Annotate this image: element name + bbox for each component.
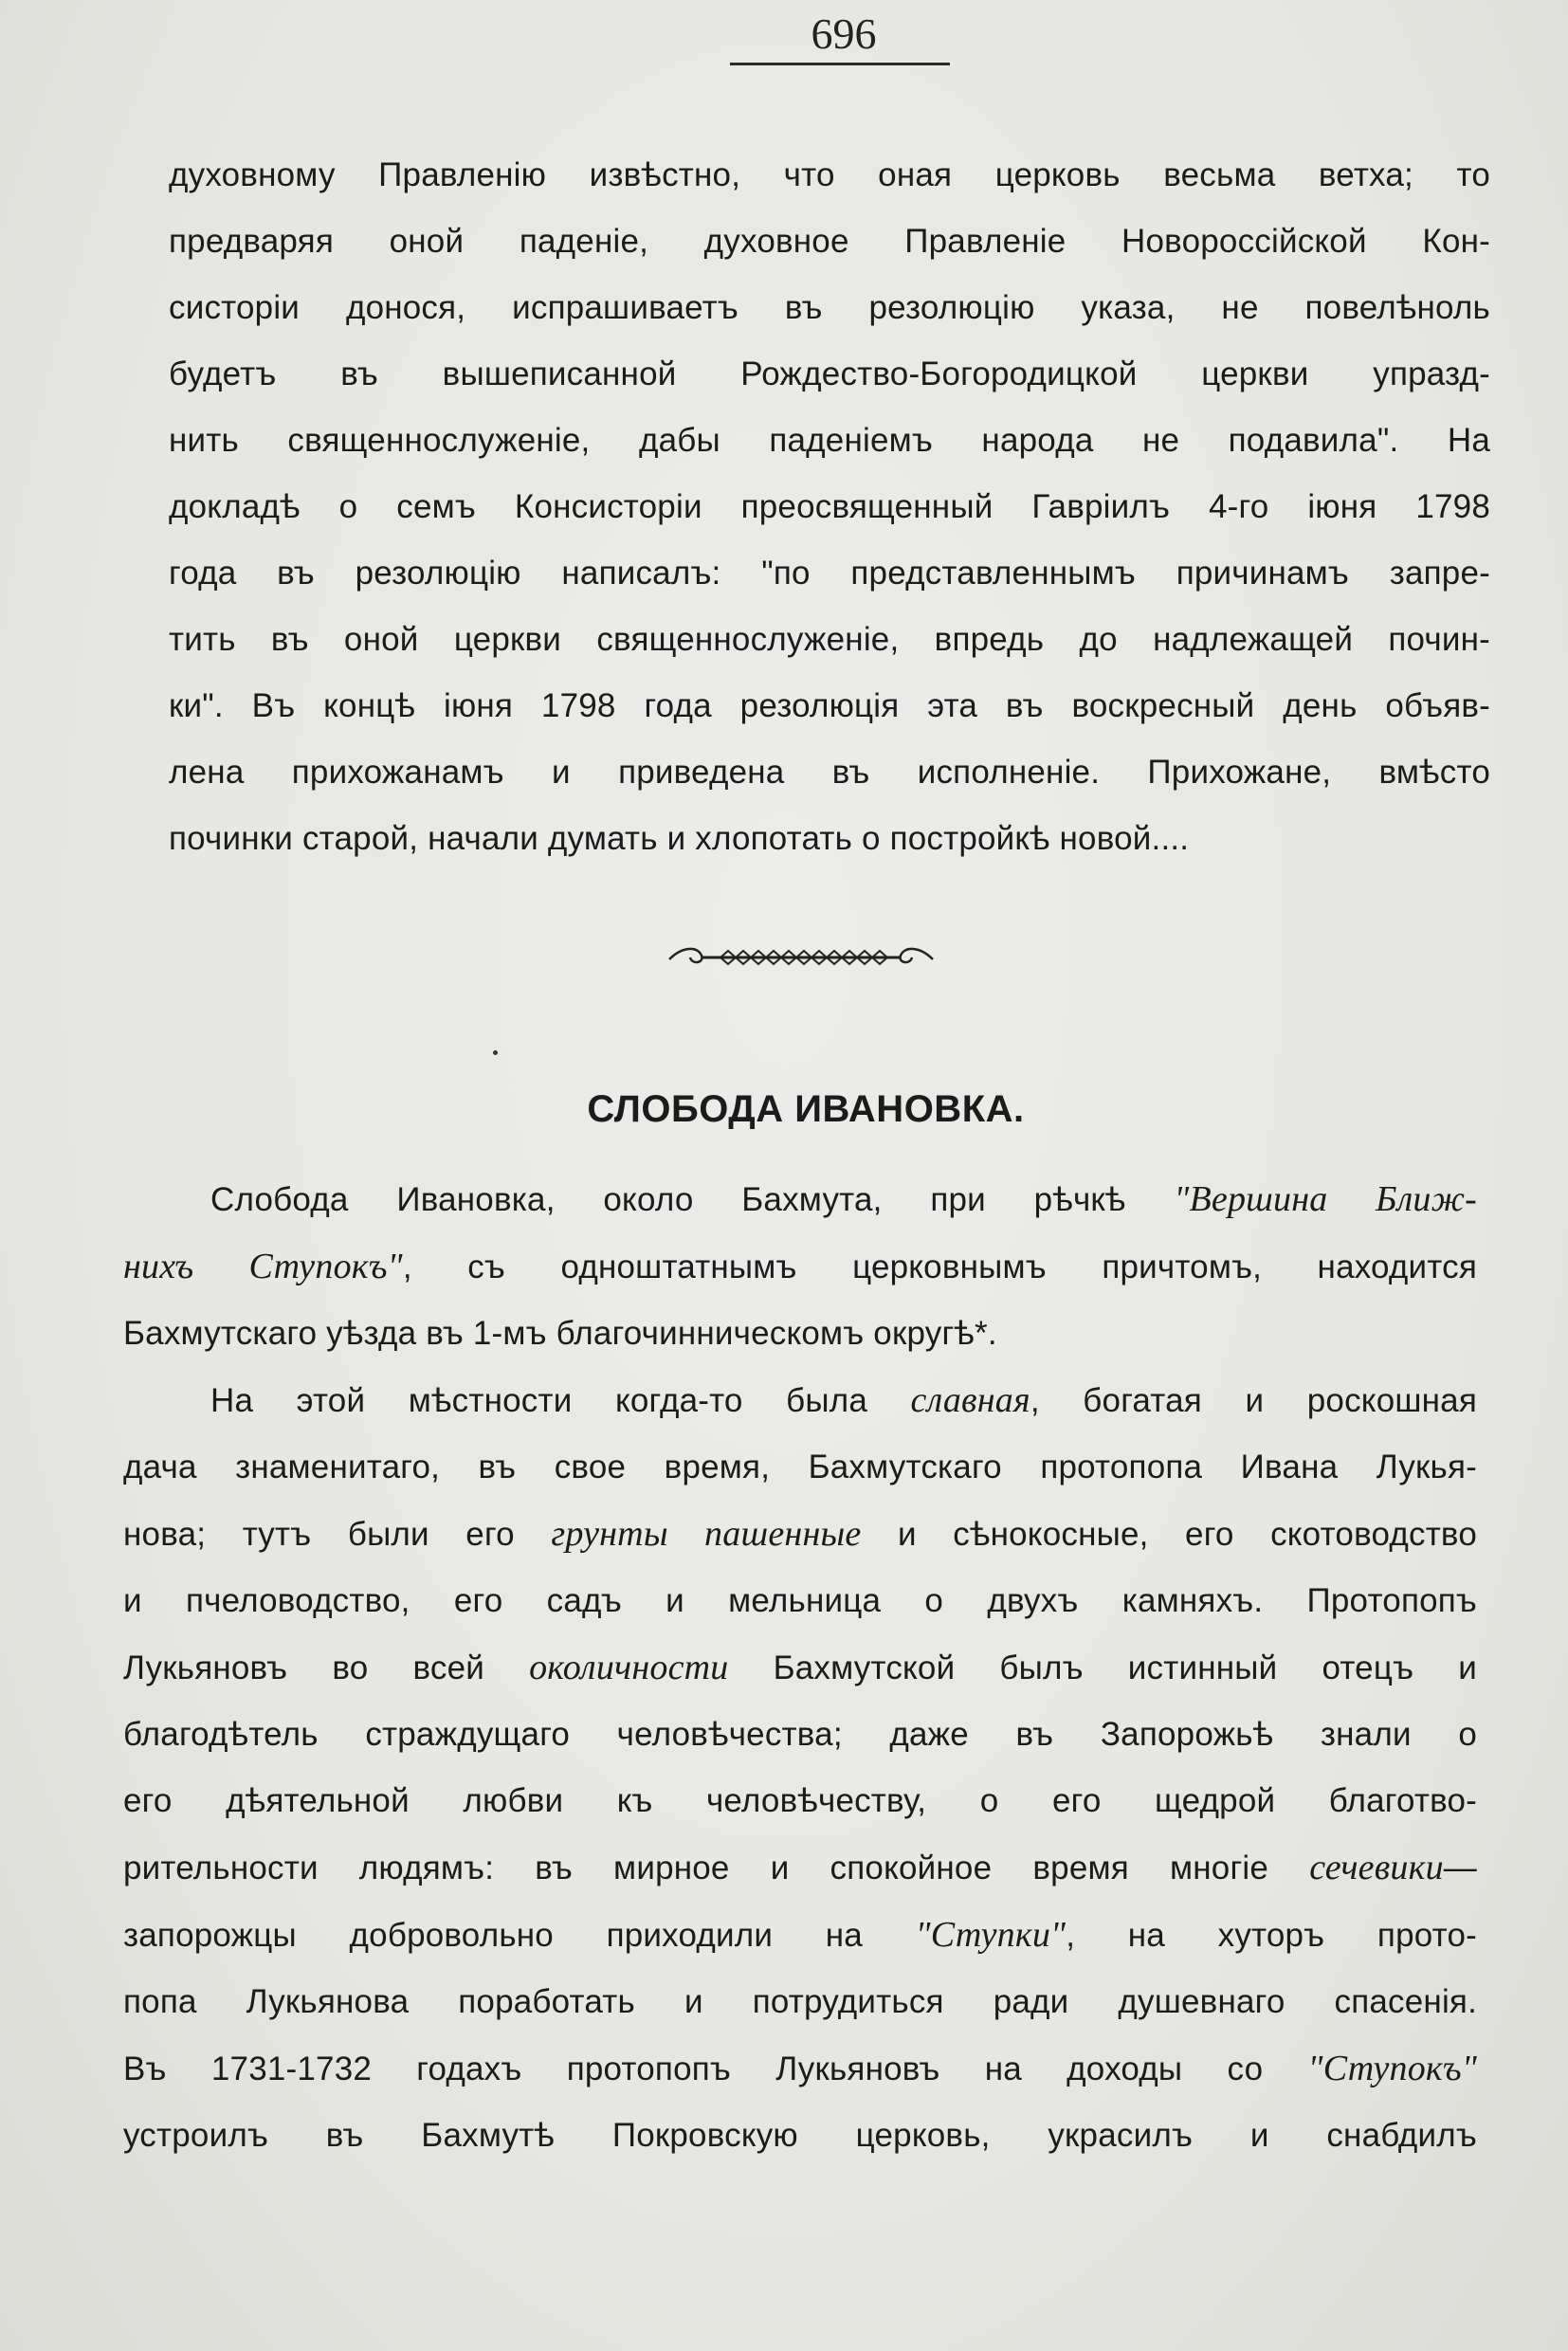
text-line [123, 1902, 1477, 1969]
text-run: нова; тутъ были его [123, 1516, 552, 1553]
italic-run: нихъ Ступокъ" [123, 1247, 403, 1286]
page-number: 696 [811, 9, 877, 58]
text-run: рительности людямъ: въ мирное и спокойное время многіе [123, 1850, 1310, 1886]
text-line [123, 1166, 1477, 1233]
text-line: года въ резолюцію написалъ: "по представленнымъ причинамъ запре- [169, 555, 1490, 592]
text-run: , богатая и роскошная [1030, 1382, 1477, 1419]
decorative-divider-ornament [664, 939, 939, 971]
text-run: , съ одноштатнымъ церковнымъ причтомъ, находится [402, 1248, 1477, 1285]
text-line: его дѣятельной любви къ человѣчеству, о его щедрой благотво- [123, 1782, 1477, 1819]
text-line: докладѣ о семъ Консисторіи преосвященный Гавріилъ 4-го іюня 1798 [169, 488, 1490, 525]
text-run: запорожцы добровольно приходили на [123, 1917, 916, 1954]
italic-run: "Вершина Ближ- [1174, 1179, 1477, 1219]
text-line: устроилъ въ Бахмутѣ Покровскую церковь, украсилъ и снабдилъ [123, 2117, 1477, 2154]
text-line: ки". Въ концѣ іюня 1798 года резолюція эта въ воскресный день объяв- [169, 687, 1490, 724]
italic-run: околичности [529, 1648, 729, 1687]
text-run: Слобода Ивановка, около Бахмута, при рѣчкѣ [210, 1181, 1175, 1218]
text-run: На этой мѣстности когда-то была [210, 1382, 911, 1419]
italic-run: "Ступки" [915, 1915, 1067, 1955]
text-run: и сѣнокосные, его скотоводство [861, 1516, 1478, 1553]
text-line [123, 1501, 1477, 1568]
text-run: , на хуторъ прото- [1066, 1917, 1477, 1954]
text-line [123, 1634, 1477, 1702]
italic-run: славная [910, 1380, 1030, 1420]
text-line [123, 1367, 1477, 1434]
text-line: дача знаменитаго, въ свое время, Бахмутскаго протопопа Ивана Лукья- [123, 1449, 1477, 1485]
italic-run: "Ступокъ" [1307, 2049, 1477, 2088]
text-line: попа Лукьянова поработать и потрудиться ради душевнаго спасенія. [123, 1983, 1477, 2020]
page-number-rule [730, 63, 950, 65]
text-line: духовному Правленію извѣстно, что оная церковь весьма ветха; то [169, 156, 1490, 193]
text-line: и пчеловодство, его садъ и мельница о двухъ камняхъ. Протопопъ [123, 1582, 1477, 1619]
text-run: Въ 1731-1732 годахъ протопопъ Лукьяновъ на доходы со [123, 2050, 1308, 2087]
text-line: нить священнослуженіе, дабы паденіемъ народа не подавила". На [169, 422, 1490, 459]
italic-run: грунты пашенные [551, 1514, 862, 1554]
text-line [123, 2035, 1477, 2103]
text-line: тить въ оной церкви священнослуженіе, впредь до надлежащей почин- [169, 621, 1490, 658]
text-line: предваряя оной паденіе, духовное Правленіе Новороссійской Кон- [169, 223, 1490, 260]
italic-run: сечевики [1309, 1848, 1444, 1887]
text-line: лена прихожанамъ и приведена въ исполненіе. Прихожане, вмѣсто [169, 754, 1490, 791]
paragraph-church-closure [169, 142, 1490, 872]
text-line: Бахмутскаго уѣзда въ 1-мъ благочинническомъ округѣ*. [123, 1315, 997, 1352]
text-run: Бахмутской былъ истинный отецъ и [728, 1649, 1477, 1686]
stray-dot-mark [493, 1050, 498, 1055]
text-line [123, 1834, 1477, 1902]
paragraph-ivanovka [123, 1166, 1477, 2169]
section-heading: СЛОБОДА ИВАНОВКА. [587, 1088, 1025, 1130]
text-line: починки старой, начали думать и хлопотать о постройкѣ новой.... [169, 820, 1190, 857]
text-run: Лукьяновъ во всей [123, 1649, 530, 1686]
text-line: благодѣтель страждущаго человѣчества; даже въ Запорожьѣ знали о [123, 1716, 1477, 1753]
text-line: будетъ въ вышеписанной Рождество-Богородицкой церкви упразд- [169, 355, 1490, 392]
text-line [123, 1233, 1477, 1301]
text-line: систоріи донося, испрашиваетъ въ резолюцію указа, не повелѣноль [169, 289, 1490, 326]
text-run: — [1443, 1850, 1477, 1886]
